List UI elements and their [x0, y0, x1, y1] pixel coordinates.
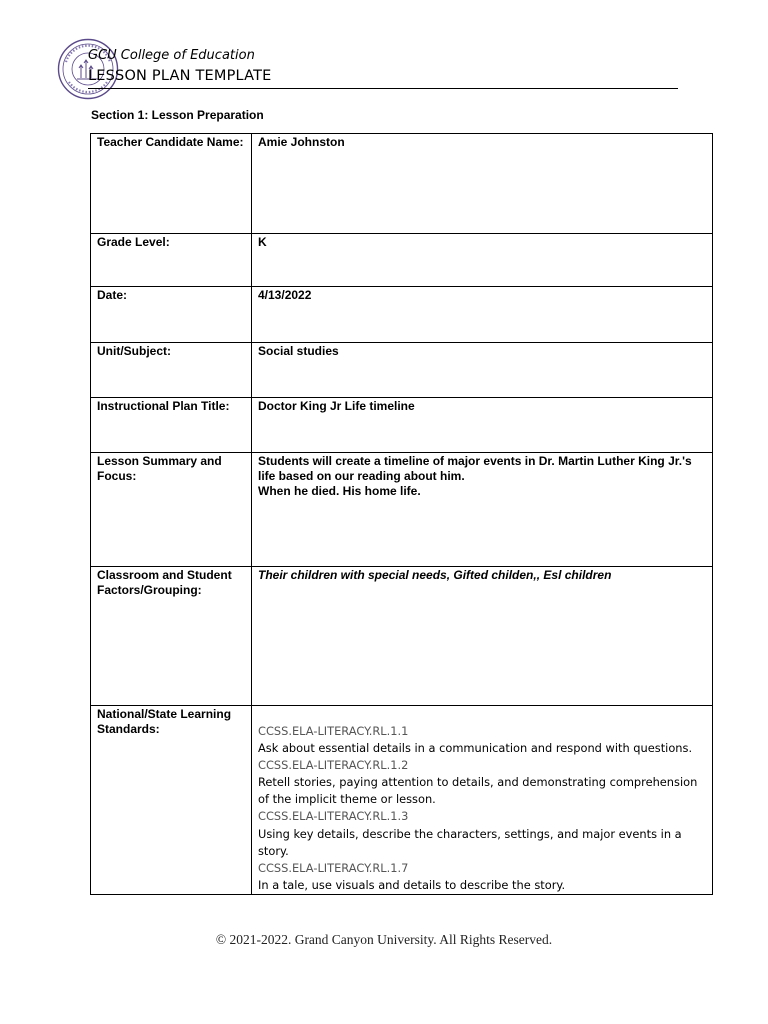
- teacher-name-value: Amie Johnston: [252, 134, 713, 234]
- row-label: Unit/Subject:: [91, 343, 252, 398]
- document-title: LESSON PLAN TEMPLATE: [88, 68, 272, 84]
- classroom-factors-value: Their children with special needs, Gifted childen,, Esl children: [252, 567, 713, 706]
- standard-description: Retell stories, paying attention to details, and demonstrating comprehension of the implicit theme or lesson.: [258, 775, 698, 807]
- row-label: Lesson Summary and Focus:: [91, 453, 252, 567]
- table-row: [91, 343, 713, 398]
- standard-description: In a tale, use visuals and details to describe the story.: [258, 877, 566, 892]
- plan-title-value: Doctor King Jr Life timeline: [252, 398, 713, 453]
- summary-line: When he died. His home life.: [258, 484, 421, 498]
- standard-description: Using key details, describe the characters, settings, and major events in a story.: [258, 826, 682, 858]
- standard-code: CCSS.ELA-LITERACY.RL.1.7: [258, 860, 409, 875]
- section-title: Section 1: Lesson Preparation: [91, 108, 264, 122]
- standard-description: Ask about essential details in a communication and respond with questions.: [258, 741, 693, 756]
- date-value: 4/13/2022: [252, 287, 713, 343]
- standard-code: CCSS.ELA-LITERACY.RL.1.1: [258, 724, 409, 738]
- row-label: National/State Learning Standards:: [91, 706, 252, 895]
- row-label: Grade Level:: [91, 234, 252, 287]
- row-label: Classroom and Student Factors/Grouping:: [91, 567, 252, 706]
- row-label: Date:: [91, 287, 252, 343]
- table-row: [91, 134, 713, 234]
- table-row: [91, 453, 713, 567]
- copyright-footer: © 2021-2022. Grand Canyon University. All Rights Reserved.: [215, 932, 553, 947]
- college-name: GCU College of Education: [88, 48, 255, 63]
- grade-level-value: K: [252, 234, 713, 287]
- standards-list: [258, 723, 706, 894]
- lesson-summary-value: [252, 453, 713, 567]
- row-label: Instructional Plan Title:: [91, 398, 252, 453]
- lesson-plan-table: [90, 133, 713, 895]
- table-row: [91, 706, 713, 895]
- standard-code: CCSS.ELA-LITERACY.RL.1.2: [258, 758, 409, 773]
- row-label: Teacher Candidate Name:: [91, 134, 252, 234]
- standard-code: CCSS.ELA-LITERACY.RL.1.3: [258, 809, 409, 824]
- header-divider: [88, 88, 678, 89]
- table-row: [91, 398, 713, 453]
- table-row: [91, 567, 713, 706]
- summary-line: Students will create a timeline of major events in Dr. Martin Luther King Jr.'s life based on our reading about him.: [258, 454, 692, 483]
- unit-subject-value: Social studies: [252, 343, 713, 398]
- table-row: [91, 287, 713, 343]
- standards-value: [252, 706, 713, 895]
- table-row: [91, 234, 713, 287]
